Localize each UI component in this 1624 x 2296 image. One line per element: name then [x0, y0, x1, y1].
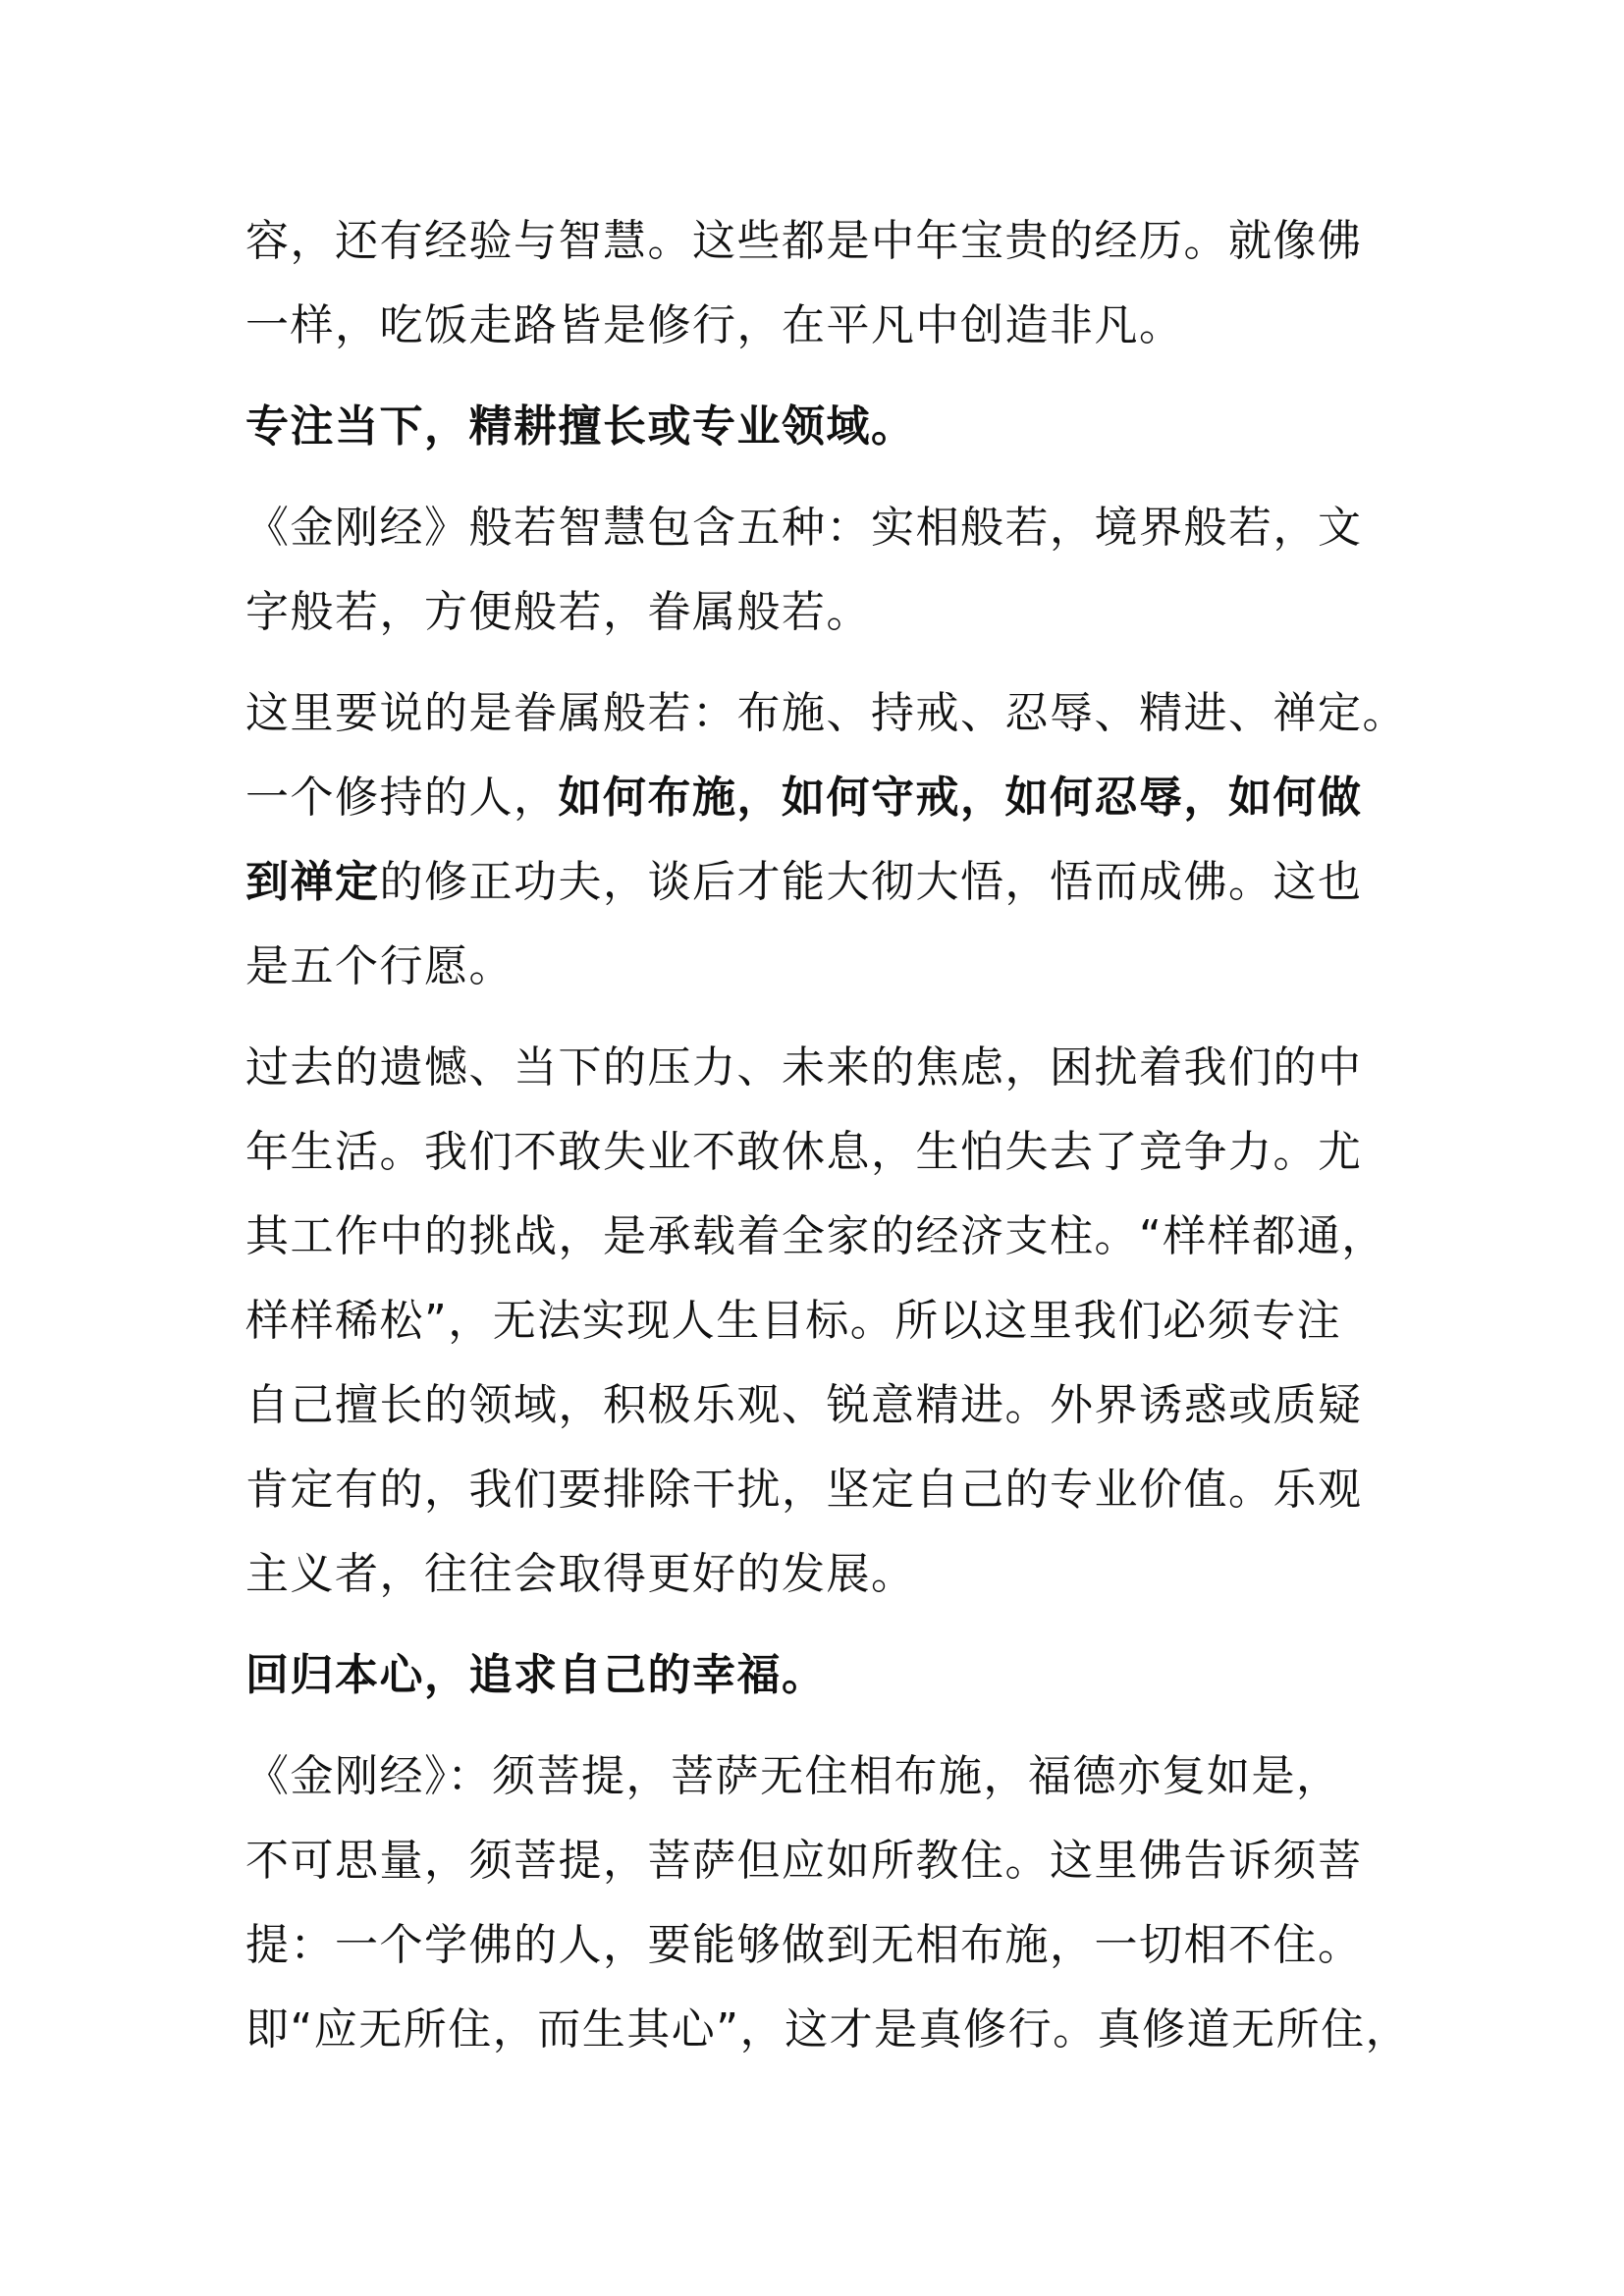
text-line: 肯定有的，我们要排除干扰，坚定自己的专业价值。乐观: [245, 1465, 1363, 1515]
text-line: 《金刚经》：须菩提，菩萨无住相布施，福德亦复如是，: [245, 1751, 1341, 1801]
text-line: 《金刚经》般若智慧包含五种：实相般若，境界般若，文: [245, 503, 1363, 553]
heading-text: 专注当下，精耕擅长或专业领域。: [245, 401, 916, 452]
paragraph-body: [245, 1026, 1384, 1617]
text-line: 其工作中的挑战，是承载着全家的经济支柱。“样样都通，: [245, 1211, 1386, 1261]
section-heading: [245, 385, 1384, 469]
text-line: 样样稀松”，无法实现人生目标。所以这里我们必须专注: [245, 1296, 1342, 1346]
text-line: [245, 840, 1384, 925]
text-line: 这里要说的是眷属般若：布施、持戒、忍辱、精进、禅定。: [245, 688, 1407, 738]
text-line: 即“应无所住，而生其心”，这才是真修行。真修道无所住，: [245, 2004, 1411, 2055]
text-run: 的修正功夫，谈后才能大彻大悟，悟而成佛。这也: [379, 857, 1363, 907]
bold-emphasis: 如何布施，如何守戒，如何忍辱，如何做: [558, 773, 1363, 823]
text-line: 过去的遗憾、当下的压力、未来的焦虑，困扰着我们的中: [245, 1042, 1363, 1093]
text-run: 一个修持的人，: [245, 773, 559, 823]
paragraph-body: [245, 486, 1384, 655]
text-line: 年生活。我们不敢失业不敢休息，生怕失去了竞争力。尤: [245, 1127, 1363, 1177]
text-line: 是五个行愿。: [245, 941, 514, 991]
text-line: 提：一个学佛的人，要能够做到无相布施，一切相不住。: [245, 1920, 1363, 1970]
text-line: 一样，吃饭走路皆是修行，在平凡中创造非凡。: [245, 300, 1184, 350]
paragraph-body: [245, 671, 1407, 1009]
text-line: 字般若，方便般若，眷属般若。: [245, 587, 871, 637]
paragraph-body: [245, 199, 1384, 368]
text-line: 容，还有经验与智慧。这些都是中年宝贵的经历。就像佛: [245, 216, 1363, 266]
text-line: [245, 756, 1384, 840]
text-line: 自己擅长的领域，积极乐观、锐意精进。外界诱惑或质疑: [245, 1380, 1363, 1430]
text-line: 不可思量，须菩提，菩萨但应如所教住。这里佛告诉须菩: [245, 1836, 1363, 1886]
section-heading: [245, 1633, 1384, 1718]
paragraph-body: [245, 1735, 1411, 2072]
heading-text: 回归本心，追求自己的幸福。: [245, 1650, 827, 1700]
text-line: 主义者，往往会取得更好的发展。: [245, 1549, 916, 1599]
bold-emphasis: 到禅定: [245, 857, 380, 907]
document-page: [245, 199, 1411, 2089]
